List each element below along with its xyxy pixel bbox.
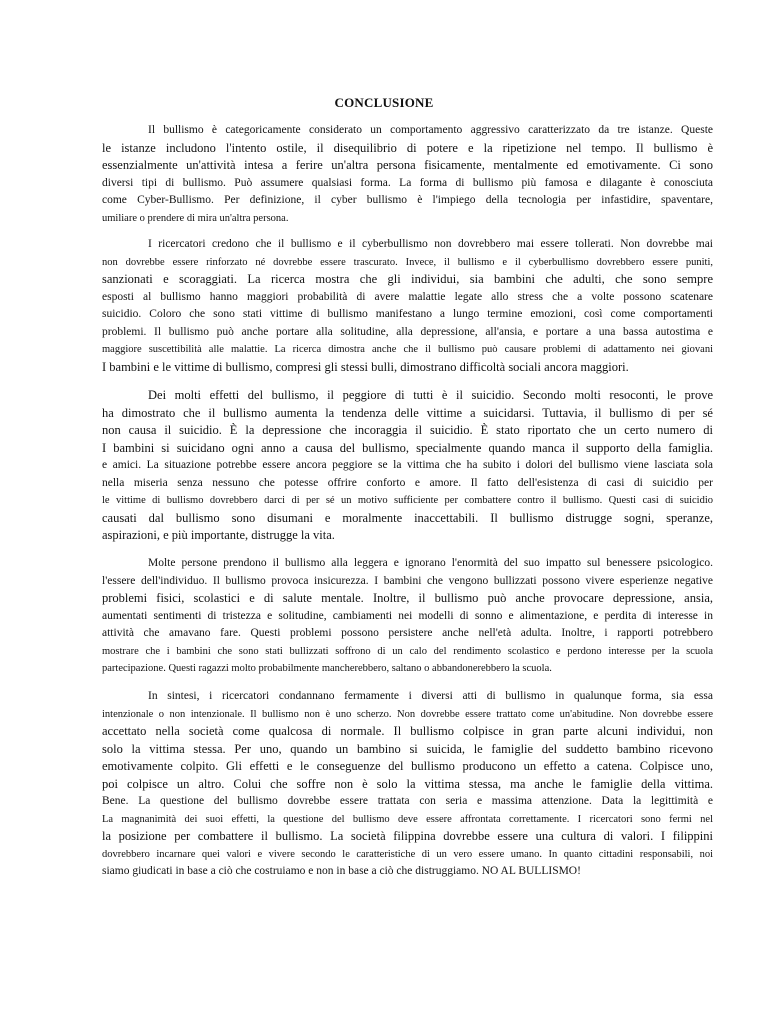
text-line: dovrebbero incarnare quei valori e vivere secondo le caratteristiche di un vero essere umano. In quanto cittadini responsabili, noi [102, 848, 713, 860]
text-line: causati dal bullismo sono disumani e moralmente inaccettabili. Il bullismo distrugge sogni, speranze, [102, 510, 713, 525]
text-line: I bambini si suicidano ogni anno a causa del bullismo, specialmente quando manca il supporto della famiglia. [102, 440, 713, 455]
paragraph-1 [102, 122, 713, 227]
text-line: come Cyber-Bullismo. Per definizione, il cyber bullismo è l'impiego della tecnologia per infastidire, spaventare, [102, 194, 713, 206]
text-line: Bene. La questione del bullismo dovrebbe essere trattata con seria e massima attenzione. Data la legittimità e [102, 795, 713, 807]
paragraph-2 [102, 236, 713, 376]
text-line: I bambini e le vittime di bullismo, compresi gli stessi bulli, dimostrano difficoltà sociali ancora maggiori. [102, 359, 629, 374]
text-line: non causa il suicidio. È la depressione che incoraggia il suicidio. È stato riportato che un certo numero di [102, 423, 713, 437]
text-line: la posizione per combattere il bullismo. La società filippina dovrebbe essere una cultura di valori. I filippini [102, 829, 713, 843]
text-line: Dei molti effetti del bullismo, il peggiore di tutti è il suicidio. Secondo molti resoconti, le prove [148, 388, 713, 402]
text-line: essenzialmente un'attività intesa a ferire un'altra persona fisicamente, mentalmente ed emotivamente. Ci sono [102, 158, 713, 172]
text-line: le vittime di bullismo dovrebbero darci di per sé un motivo sufficiente per combattere contro il bullismo. Questi casi di suicidio [102, 495, 713, 506]
text-line: nella miseria senza nessuno che potesse offrire conforto e amore. Il fatto dell'esistenza di casi di suicidio per [102, 476, 713, 489]
text-line: In sintesi, i ricercatori condannano fermamente i diversi atti di bullismo in qualunque forma, sia essa [148, 690, 713, 702]
text-line: Il bullismo è categoricamente considerato un comportamento aggressivo caratterizzato da tre istanze. Queste [148, 124, 713, 136]
paragraph-4 [102, 555, 713, 678]
paragraph-3 [102, 387, 713, 545]
text-line: problemi fisici, scolastici e di salute mentale. Inoltre, il bullismo può anche provocare depressione, ansia, [102, 591, 713, 605]
text-line: Molte persone prendono il bullismo alla leggera e ignorano l'enormità del suo impatto sul benessere psicologico. [148, 557, 713, 569]
text-line: intenzionale o non intenzionale. Il bullismo non è uno scherzo. Non dovrebbe essere trattato come un'abitudine. Non dovrebbe essere [102, 708, 713, 720]
document-title: CONCLUSIONE [334, 95, 434, 110]
text-line: l'essere dell'individuo. Il bullismo provoca insicurezza. I bambini che vengono bullizzati possono vivere esperienze negative [102, 574, 713, 587]
text-line: solo la vittima stessa. Per uno, quando un bambino si suicida, le famiglie del suddetto bambino ricevono [102, 741, 713, 756]
text-line: problemi. Il bullismo può anche portare alla solitudine, alla depressione, all'ansia, e portare a una bassa autostima e [102, 325, 713, 338]
text-line: non dovrebbe essere rinforzato né dovrebbe essere trascurato. Invece, il bullismo e il cyberbullismo dovrebbero essere puniti, [102, 256, 713, 268]
text-line: La magnanimità dei suoi effetti, la questione del bullismo deve essere affrontata correttamente. I ricercatori sono fermi nel [102, 813, 713, 825]
text-line: e amici. La situazione potrebbe essere ancora peggiore se la vittima che ha subito i dolori del bullismo viene lasciata sola [102, 459, 713, 471]
text-line: partecipazione. Questi ragazzi molto probabilmente mancherebbero, saltano o abbandonerebbero la scuola. [102, 663, 552, 674]
text-line: mostrare che i bambini che sono stati bullizzati soffrono di un calo del rendimento scolastico e perdono interesse per la scuola [102, 645, 713, 657]
text-line: maggiore suscettibilità alle malattie. La ricerca dimostra anche che il bullismo può causare problemi di adattamento nei giovani [102, 344, 713, 355]
text-line: ha dimostrato che il bullismo aumenta la tendenza delle vittime a suicidarsi. Tuttavia, il bullismo di per sé [102, 405, 713, 420]
text-line: aspirazioni, e più importante, distrugge la vita. [102, 528, 335, 542]
text-line: le istanze includono l'intento ostile, il disequilibrio di potere e la ripetizione nel tempo. Il bullismo è [102, 140, 713, 155]
text-line: diversi tipi di bullismo. Può assumere qualsiasi forma. La forma di bullismo più famosa e dilagante è conosciuta [102, 176, 713, 189]
text-line: sanzionati e scoraggiati. La ricerca mostra che gli individui, sia bambini che adulti, che sono sempre [102, 272, 713, 286]
text-line: umiliare o prendere di mira un'altra persona. [102, 212, 289, 224]
text-line: emotivamente colpito. Gli effetti e le conseguenze del bullismo producono un effetto a catena. Colpisce uno, [102, 759, 713, 773]
text-line: accettato nella società come qualcosa di normale. Il bullismo colpisce in gran parte alcuni individui, non [102, 724, 713, 738]
text-line: I ricercatori credono che il bullismo e il cyberbullismo non dovrebbero mai essere tollerati. Non dovrebbe mai [148, 238, 713, 250]
text-line: attività che amavano fare. Questi problemi possono persistere anche nell'età adulta. Inoltre, i rapporti potrebbero [102, 627, 713, 639]
text-line: suicidio. Coloro che sono stati vittime di bullismo manifestano a lungo termine emozioni, così come comportamenti [102, 308, 713, 320]
text-line: poi colpisce un altro. Colui che soffre non è solo la vittima stessa, ma anche le famiglie della vittima. [102, 776, 713, 791]
text-line: esposti al bullismo hanno maggiori probabilità di avere malattie legate allo stress che a volte possono scatenare [102, 290, 713, 303]
text-line: siamo giudicati in base a ciò che costruiamo e non in base a ciò che distruggiamo. NO AL BULLISMO! [102, 865, 581, 877]
paragraph-5 [102, 688, 713, 881]
text-line: aumentati sentimenti di tristezza e solitudine, cambiamenti nei modelli di sonno e alimentazione, e perdita di interesse in [102, 609, 713, 622]
